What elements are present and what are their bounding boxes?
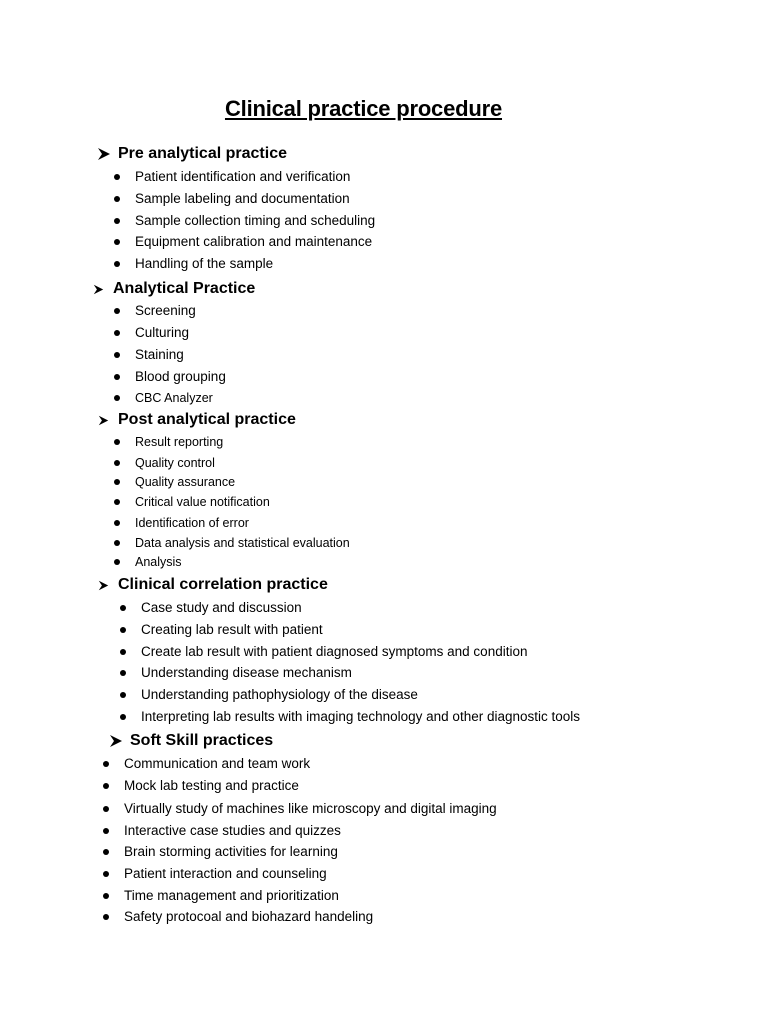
bullet-icon	[114, 261, 120, 267]
list-item: Interpreting lab results with imaging technology and other diagnostic tools	[141, 708, 580, 726]
list-item: Understanding pathophysiology of the disease	[141, 686, 418, 704]
arrowhead-bullet-icon	[93, 284, 104, 295]
list-item: Case study and discussion	[141, 599, 302, 617]
bullet-icon	[103, 914, 109, 920]
bullet-icon	[114, 395, 120, 401]
list-item: Communication and team work	[124, 755, 310, 773]
list-item: Analysis	[135, 553, 182, 571]
bullet-icon	[120, 649, 126, 655]
list-item: Equipment calibration and maintenance	[135, 233, 372, 251]
section-heading-clinical-correlation	[118, 575, 328, 595]
bullet-icon	[114, 239, 120, 245]
bullet-icon	[103, 893, 109, 899]
list-item: Handling of the sample	[135, 255, 273, 273]
list-item: Time management and prioritization	[124, 887, 339, 905]
bullet-icon	[114, 439, 120, 445]
bullet-icon	[114, 520, 120, 526]
bullet-icon	[120, 714, 126, 720]
bullet-icon	[103, 806, 109, 812]
list-item: Understanding disease mechanism	[141, 664, 352, 682]
bullet-icon	[114, 499, 120, 505]
bullet-icon	[114, 218, 120, 224]
page-title: Clinical practice procedure	[224, 96, 503, 121]
list-item: Patient interaction and counseling	[124, 865, 327, 883]
section-heading-analytical	[113, 279, 255, 299]
list-item: Patient identification and verification	[135, 168, 350, 186]
bullet-icon	[103, 871, 109, 877]
arrowhead-bullet-icon	[97, 147, 111, 161]
section-heading-label: Clinical correlation practice	[118, 576, 328, 593]
bullet-icon	[103, 849, 109, 855]
section-heading-label: Soft Skill practices	[130, 732, 274, 749]
section-heading-label: Pre analytical practice	[118, 145, 287, 162]
bullet-icon	[120, 670, 126, 676]
bullet-icon	[114, 330, 120, 336]
section-heading-pre-analytical	[118, 144, 287, 164]
list-item: Identification of error	[135, 514, 249, 532]
bullet-icon	[103, 761, 109, 767]
arrowhead-bullet-icon	[109, 734, 123, 748]
list-item: Interactive case studies and quizzes	[124, 822, 341, 840]
section-heading-post-analytical	[118, 410, 296, 430]
list-item: Brain storming activities for learning	[124, 843, 338, 861]
bullet-icon	[114, 479, 120, 485]
list-item: Result reporting	[135, 433, 223, 451]
bullet-icon	[114, 174, 120, 180]
list-item: Culturing	[135, 324, 189, 342]
bullet-icon	[114, 559, 120, 565]
list-item: Quality control	[135, 454, 215, 472]
list-item: Blood grouping	[135, 368, 226, 386]
list-item: Staining	[135, 346, 184, 364]
bullet-icon	[103, 828, 109, 834]
list-item: Sample collection timing and scheduling	[135, 212, 375, 230]
bullet-icon	[120, 605, 126, 611]
section-heading-soft-skill	[130, 731, 273, 751]
bullet-icon	[114, 196, 120, 202]
list-item: Critical value notification	[135, 493, 270, 511]
bullet-icon	[114, 352, 120, 358]
section-heading-label: Analytical Practice	[113, 280, 256, 297]
bullet-icon	[114, 540, 120, 546]
bullet-icon	[114, 460, 120, 466]
arrowhead-bullet-icon	[98, 415, 109, 426]
bullet-icon	[120, 627, 126, 633]
list-item: Data analysis and statistical evaluation	[135, 534, 350, 552]
list-item: Creating lab result with patient	[141, 621, 323, 639]
bullet-icon	[103, 783, 109, 789]
list-item: Mock lab testing and practice	[124, 777, 299, 795]
bullet-icon	[114, 308, 120, 314]
list-item: Quality assurance	[135, 473, 235, 491]
bullet-icon	[114, 374, 120, 380]
list-item: Sample labeling and documentation	[135, 190, 350, 208]
list-item: Create lab result with patient diagnosed symptoms and condition	[141, 643, 527, 661]
bullet-icon	[120, 692, 126, 698]
list-item: Safety protocoal and biohazard handeling	[124, 908, 373, 926]
arrowhead-bullet-icon	[98, 580, 109, 591]
section-heading-label: Post analytical practice	[118, 411, 296, 428]
list-item: Screening	[135, 302, 196, 320]
list-item: CBC Analyzer	[135, 389, 213, 407]
list-item: Virtually study of machines like microscopy and digital imaging	[124, 800, 497, 818]
